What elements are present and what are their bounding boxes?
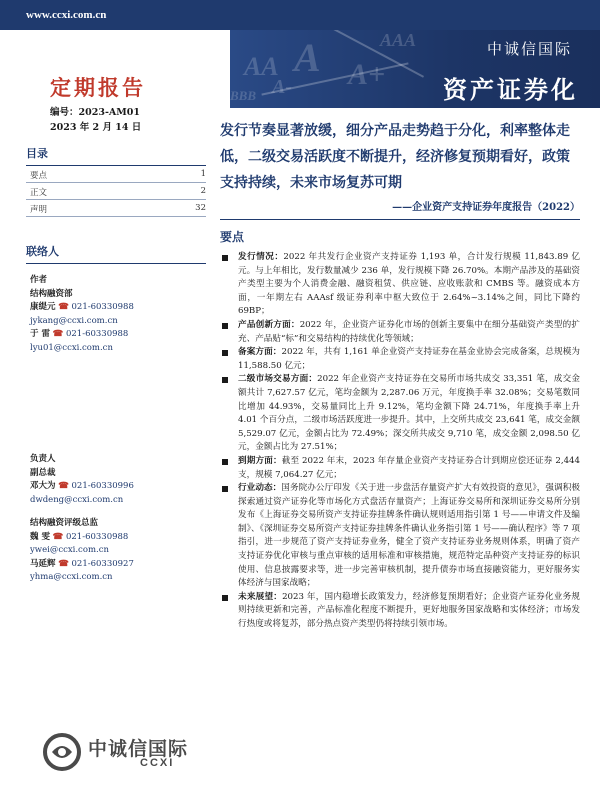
toc-item[interactable] — [26, 183, 206, 200]
bullet-icon — [222, 486, 228, 492]
key-points — [220, 251, 580, 632]
report-headline: 发行节奏显著放缓，细分产品走势趋于分化，利率整体走低，二级交易活跃度不断提升，经济修复预期看好，政策支持持续，未来市场复苏可期 — [220, 123, 570, 191]
contact-phone: 021-60330988 — [71, 302, 134, 312]
phone-icon: ☎ — [52, 531, 64, 542]
contact-group — [26, 274, 206, 355]
rating-glyph: BBB — [230, 88, 257, 103]
spacer — [26, 355, 206, 453]
key-point-text: 2022 年企业资产支持证券在交易所市场共成交 33,351 笔，成交金额共计 7,627.57 亿元，笔均金额为 2,287.06 万元，年度换手率 32.08%；交易笔数同比增加 44.93%，交易量同比上升 9.12%，笔均金额下降 24.71%，年度换手率上升 4.01 个百分点，二级市场活跃度进一步提升。其中，上交所共成交 23,641 笔，成交金额 5,529.07 亿元，金额占比为 72.49%；深交所共成交 9,710 笔，成交金额 2,098.50 亿元，金额占比为 27.51%； — [238, 374, 580, 453]
toc-item-page: 1 — [200, 169, 206, 179]
contact-group — [26, 453, 206, 507]
rating-glyph: AA — [244, 52, 279, 81]
contact-email[interactable]: lyu01@ccxi.com.cn — [30, 342, 113, 353]
report-subtitle: ——企业资产支持证券年度报告（2022） — [220, 198, 580, 220]
key-point-label: 到期方面： — [238, 455, 282, 466]
company-logo — [42, 726, 202, 774]
key-point-label: 备案方面： — [238, 347, 282, 358]
contact-name: 于 雷 — [30, 329, 50, 339]
rating-glyph: AAA — [380, 30, 417, 50]
toc-title: 目录 — [26, 145, 206, 166]
brand-name: 中诚信国际 — [486, 40, 572, 58]
contact-phone: 021-60330927 — [71, 558, 134, 569]
contact-name: 魏 雯 — [30, 531, 50, 542]
key-point-text: 2022 年，共有 1,161 单企业资产支持证券在基金业协会完成备案，总规模为 11,588.50 亿元； — [238, 347, 580, 371]
contacts-title: 联络人 — [26, 243, 206, 264]
contact-phone: 021-60330996 — [71, 481, 134, 491]
bullet-icon — [222, 255, 228, 261]
main-content — [220, 118, 580, 632]
key-point-label: 发行情况： — [238, 252, 284, 262]
contact-line — [30, 558, 206, 572]
logo-cn: 中诚信国际 — [88, 738, 189, 760]
contact-name: 马延辉 — [30, 558, 56, 569]
key-point — [220, 373, 580, 455]
top-bar — [0, 0, 600, 30]
rating-glyph: A- — [272, 76, 292, 98]
phone-icon: ☎ — [52, 329, 64, 339]
key-point-text: 2022 年共发行企业资产支持证券 1,193 单，合计发行规模 11,843.89 亿元。与上年相比，发行数量减少 236 单，发行规模下降 26.70%。本期产品涉及的基础资产类型主要为个人消费金融、融资租赁、供应链、应收账款和 CMBS 等。融资成本方面，一年期左右 AAAsf 级证券利率中枢大致位于 2.64%~3.14%之间，同比下降约 69BP； — [238, 252, 580, 317]
toc-item[interactable] — [26, 200, 206, 217]
bullet-icon — [222, 377, 228, 383]
logo-mark-icon — [42, 732, 82, 772]
toc-item[interactable] — [26, 166, 206, 183]
phone-icon: ☎ — [58, 558, 69, 569]
contact-dept: 副总裁 — [30, 467, 56, 478]
contact-role: 作者 — [30, 275, 48, 285]
rating-glyph: A — [294, 35, 321, 80]
logo-en: CCXI — [140, 757, 175, 769]
report-meta — [50, 105, 141, 135]
spacer — [26, 507, 206, 517]
section-name: 资产证券化 — [443, 76, 578, 104]
key-point-label: 未来展望： — [238, 591, 283, 602]
key-point — [220, 319, 580, 346]
contact-line — [30, 328, 206, 342]
key-point-label: 二级市场交易方面： — [238, 374, 318, 385]
bullet-icon — [222, 595, 228, 601]
phone-icon: ☎ — [58, 481, 69, 491]
bullet-icon — [222, 459, 228, 465]
contact-email[interactable]: yhma@ccxi.com.cn — [30, 572, 113, 582]
header-banner — [230, 30, 600, 108]
key-point — [220, 591, 580, 632]
contact-role: 结构融资评级总监 — [30, 518, 99, 528]
bullet-icon — [222, 350, 228, 356]
contact-line — [30, 480, 206, 494]
rating-glyph: A+ — [348, 58, 386, 91]
bullet-icon — [222, 323, 228, 329]
left-column — [26, 145, 206, 585]
contact-name: 邓大为 — [30, 481, 56, 491]
contact-role: 负责人 — [30, 454, 56, 464]
toc-item-label: 正文 — [30, 188, 48, 198]
key-point — [220, 251, 580, 319]
toc-item-page: 32 — [195, 203, 206, 213]
key-point-text: 2022 年，企业资产证券化市场的创新主要集中在细分基础资产类型的扩充、产品贴“标”和交易结构的持续优化等领域； — [238, 319, 580, 344]
key-point — [220, 455, 580, 482]
phone-icon: ☎ — [58, 302, 69, 312]
site-url[interactable]: www.ccxi.com.cn — [26, 9, 107, 21]
key-point — [220, 346, 580, 373]
contact-phone: 021-60330988 — [65, 531, 129, 542]
contact-phone: 021-60330988 — [65, 329, 129, 339]
toc-item-label: 声明 — [30, 205, 48, 215]
contact-email[interactable]: ywei@ccxi.com.cn — [30, 545, 109, 555]
key-point-text: 截至 2022 年末，2023 年存量企业资产支持证券合计到期应偿还证券 2,444 支，规模 7,064.27 亿元； — [238, 455, 580, 480]
toc-item-page: 2 — [200, 186, 206, 196]
key-point-label: 行业动态： — [238, 483, 282, 494]
contact-email[interactable]: jykang@ccxi.com.cn — [30, 315, 118, 326]
report-number: 编号：2023-AM01 — [50, 107, 140, 118]
contact-line — [30, 531, 206, 545]
key-point — [220, 482, 580, 591]
report-date: 2023 年 2 月 14 日 — [50, 122, 142, 133]
contact-group — [26, 517, 206, 585]
contact-name: 康缇元 — [30, 302, 56, 312]
key-point-label: 产品创新方面： — [238, 319, 300, 330]
report-type: 定期报告 — [50, 76, 146, 100]
section-title: 要点 — [220, 230, 245, 244]
contact-line — [30, 301, 206, 315]
toc-item-label: 要点 — [30, 171, 48, 181]
key-point-text: 2023 年，国内稳增长政策发力，经济修复预期看好；企业资产证券化业务规则持续更新和完善，产品标准化程度不断提升，更好地服务国家战略和实体经济；市场发行热度或将复苏，部分热点资产类型仍将持续引领市场。 — [238, 591, 580, 630]
contact-email[interactable]: dwdeng@ccxi.com.cn — [30, 494, 124, 505]
key-point-text: 国务院办公厅印发《关于进一步盘活存量资产扩大有效投资的意见》，强调积极探索通过资产证券化等市场化方式盘活存量资产；上海证券交易所和深圳证券交易所分别发布《上海证券交易所资产支持证券挂牌条件确认规则适用指引第 1 号——申请文件及编制》、《深圳证券交易所资产支持证券挂牌条件确认业务指引第 1 号——确认程序》等 7 项指引，进一步规范了资产支持证券业务，健全了资产支持证券业务规则体系，明确了资产支持证券优化审核与重点审核的适用标准和审核措施，规范特定品种资产支持证券的标识使用、信息披露要求等，进一步完善审核机制，提升债券市场直接融资能力，更好服务实体经济与国家战略； — [238, 483, 580, 589]
contact-dept: 结构融资部 — [30, 288, 73, 299]
